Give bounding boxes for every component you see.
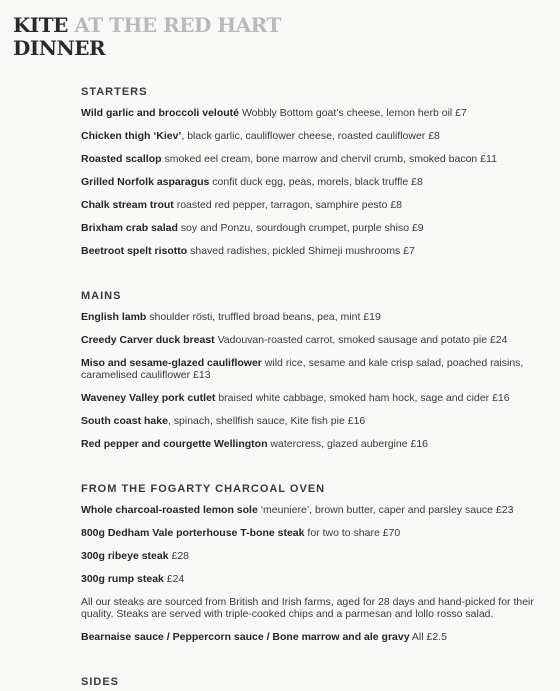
section-gap bbox=[81, 268, 557, 290]
item-desc: roasted red pepper, tarragon, samphire pesto £8 bbox=[173, 199, 403, 211]
item-name: 300g rump steak bbox=[81, 573, 164, 585]
item-name: Grilled Norfolk asparagus bbox=[81, 176, 210, 188]
menu-item bbox=[81, 107, 557, 119]
item-name: Creedy Carver duck breast bbox=[81, 334, 215, 346]
item-desc: Vadouvan-roasted carrot, smoked sausage and potato pie £24 bbox=[214, 334, 508, 346]
item-desc: wild rice, sesame and kale crisp salad, poached raisins, caramelised cauliflower £13 bbox=[81, 357, 524, 381]
item-name: 300g ribeye steak bbox=[81, 550, 169, 562]
item-name: Brixham crab salad bbox=[81, 222, 178, 234]
item-name: Whole charcoal-roasted lemon sole bbox=[81, 504, 258, 516]
item-name: Wild garlic and broccoli velouté bbox=[81, 107, 240, 119]
item-name: Bearnaise sauce / Peppercorn sauce / Bone marrow and ale gravy bbox=[81, 631, 410, 643]
item-desc: shaved radishes, pickled Shimeji mushrooms £7 bbox=[187, 245, 415, 257]
section-gap bbox=[81, 654, 557, 676]
menu-item bbox=[81, 357, 557, 381]
menu-item bbox=[81, 311, 557, 323]
item-desc: smoked eel cream, bone marrow and chervil crumb, smoked bacon £11 bbox=[161, 153, 497, 165]
menu-content bbox=[81, 86, 557, 691]
section-title-mains: MAINS bbox=[81, 290, 122, 302]
menu-item bbox=[81, 199, 557, 211]
item-name: Chalk stream trout bbox=[81, 199, 174, 211]
section-title-starters: STARTERS bbox=[81, 86, 148, 98]
title-dinner: DINNER bbox=[13, 36, 106, 60]
item-desc: Wobbly Bottom goat’s cheese, lemon herb oil £7 bbox=[239, 107, 467, 119]
menu-item bbox=[81, 130, 557, 142]
item-desc: for two to share £70 bbox=[304, 527, 401, 539]
section-gap bbox=[81, 461, 557, 483]
item-desc: confit duck egg, peas, morels, black truffle £8 bbox=[209, 176, 423, 188]
page-title bbox=[13, 14, 281, 60]
item-desc: , black garlic, cauliflower cheese, roasted cauliflower £8 bbox=[181, 130, 440, 142]
section-title-sides: SIDES bbox=[81, 676, 120, 688]
item-name: Miso and sesame-glazed cauliflower bbox=[81, 357, 262, 369]
item-desc: £28 bbox=[168, 550, 189, 562]
sauces-item bbox=[81, 631, 557, 643]
item-desc: ‘meuniere’, brown butter, caper and parsley sauce £23 bbox=[257, 504, 514, 516]
menu-item bbox=[81, 527, 557, 539]
item-desc: watercress, glazed aubergine £16 bbox=[267, 438, 428, 450]
item-name: Beetroot spelt risotto bbox=[81, 245, 188, 257]
item-name: Roasted scallop bbox=[81, 153, 162, 165]
item-desc: shoulder rösti, truffled broad beans, pea, mint £19 bbox=[146, 311, 381, 323]
menu-item bbox=[81, 573, 557, 585]
menu-item bbox=[81, 415, 557, 427]
menu-item bbox=[81, 504, 557, 516]
title-kite: KITE bbox=[13, 13, 68, 37]
menu-item bbox=[81, 245, 557, 257]
menu-item bbox=[81, 334, 557, 346]
menu-item bbox=[81, 392, 557, 404]
item-name: South coast hake bbox=[81, 415, 168, 427]
menu-item bbox=[81, 438, 557, 450]
menu-item bbox=[81, 153, 557, 165]
item-desc: £24 bbox=[163, 573, 185, 585]
menu-item bbox=[81, 550, 557, 562]
item-name: Chicken thigh ‘Kiev’ bbox=[81, 130, 182, 142]
item-name: English lamb bbox=[81, 311, 147, 323]
item-name: Red pepper and courgette Wellington bbox=[81, 438, 268, 450]
item-desc: braised white cabbage, smoked ham hock, sage and cider £16 bbox=[215, 392, 510, 404]
item-name: 800g Dedham Vale porterhouse T-bone steak bbox=[81, 527, 305, 539]
menu-item bbox=[81, 176, 557, 188]
item-desc: soy and Ponzu, sourdough crumpet, purple shiso £9 bbox=[177, 222, 424, 234]
menu-item bbox=[81, 222, 557, 234]
title-red-hart: AT THE RED HART bbox=[67, 13, 281, 37]
item-desc: All £2.5 bbox=[409, 631, 447, 643]
steak-note: All our steaks are sourced from British and Irish farms, aged for 28 days and hand-picked for their quality. Steaks are served with triple-cooked chips and a parmesan and lollo rosso salad. bbox=[81, 596, 534, 620]
item-desc: , spinach, shellfish sauce, Kite fish pie £16 bbox=[167, 415, 366, 427]
section-title-charcoal-oven: FROM THE FOGARTY CHARCOAL OVEN bbox=[81, 483, 326, 495]
item-name: Waveney Valley pork cutlet bbox=[81, 392, 216, 404]
